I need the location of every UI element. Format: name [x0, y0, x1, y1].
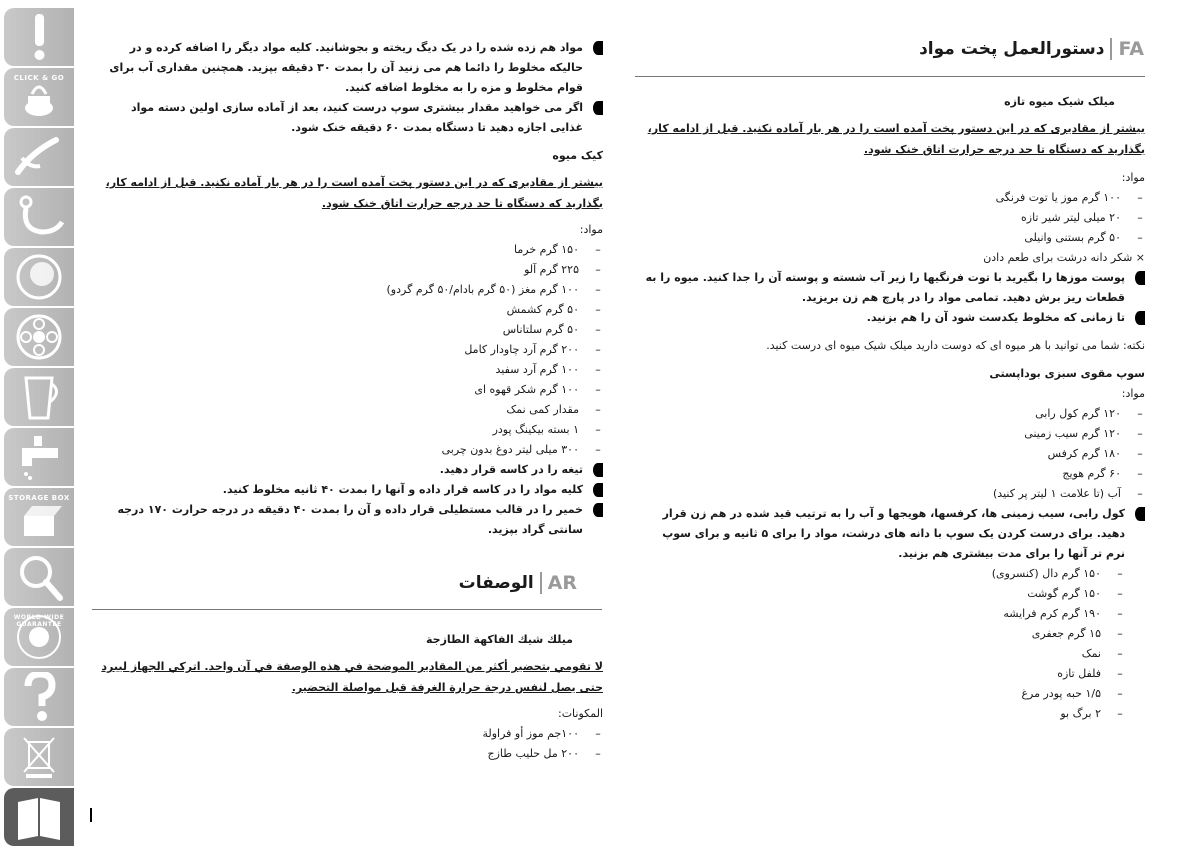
- list-item: – فلفل تازه: [1057, 667, 1123, 680]
- tab-disposal[interactable]: [4, 728, 74, 786]
- bullet-icon: [1135, 271, 1145, 285]
- bullet-icon: [593, 463, 603, 477]
- list-item: – ۱۰۰ گرم شکر قهوه ای: [474, 383, 601, 396]
- list-item: – ۱ بسته بیکینگ پودر: [492, 423, 601, 436]
- tab-cleaning[interactable]: [4, 428, 74, 486]
- faucet-icon: [12, 432, 66, 482]
- fa-tip: نکته: شما می توانید با هر میوه ای که دوست دارید میلک شیک میوه ای درست کنید.: [766, 339, 1145, 352]
- list-item: – ۱۲۰ گرم سیب زمینی: [1024, 427, 1143, 440]
- guarantee-caption: WORLD-WIDE GUARANTEE: [13, 614, 65, 628]
- list-item: – ۲۲۵ گرم آلو: [524, 263, 601, 276]
- cake-warning: بیشتر از مقادیری که در این دستور پخت آمده است را در هر بار آماده نکنید. قبل از ادامه کار، بگذارید که دستگاه تا حد درجه حرارت اتاق خنک شود.: [105, 176, 603, 210]
- knife-blade-icon: [12, 192, 66, 242]
- list-item: – ۲۰ میلی لیتر شیر تازه: [1021, 211, 1143, 224]
- fa-recipes: [640, 92, 1145, 724]
- list-item: – ۱۲۰ گرم کول رابی: [1035, 407, 1143, 420]
- list-item: – ۵۰ گرم کشمش: [506, 303, 601, 316]
- jug-icon: [12, 372, 66, 422]
- bullet-icon: [593, 101, 603, 115]
- list-item: – ۱۰۰ گرم موز یا توت فرنگی: [995, 191, 1143, 204]
- tab-storage-box[interactable]: [4, 488, 74, 546]
- grater-disc-icon: [12, 252, 66, 302]
- list-item: – مقدار کمی نمک: [506, 403, 601, 416]
- whisk-icon: [12, 132, 66, 182]
- list-item: – ۱۵۰ گرم خرما: [514, 243, 601, 256]
- bullet-icon: [1135, 311, 1145, 325]
- tab-help[interactable]: [4, 668, 74, 726]
- bullet-icon: [593, 503, 603, 517]
- disposal-bin-icon: [12, 732, 66, 782]
- fa-language-code: FA: [1118, 38, 1144, 60]
- fa-heading-rule: [635, 76, 1145, 77]
- flower-disc-icon: [12, 312, 66, 362]
- list-item: مواد هم زده شده را در یک دیگ ریخته و بجوشانید. کلیه مواد دیگر را اضافه کرده و در حالیکه مخلوط را دائما هم می زنید آن را بمدت ۳۰ دقیقه بپزید. همچنین مقداری آب برای قوام مخلوط و مزه را به مخلوط اضافه کنید.: [98, 38, 603, 98]
- ar-ingredients-label: المكونات:: [558, 707, 603, 720]
- fa-sugar-note: × شکر دانه درشت برای طعم دادن: [983, 251, 1145, 264]
- fa-ingredients-label: مواد:: [1121, 171, 1145, 184]
- heading-separator: [1110, 38, 1112, 60]
- list-item: – ۲ برگ بو: [1060, 707, 1123, 720]
- list-item: کول رابی، سیب زمینی ها، کرفسها، هویجها و آب را به ترتیب قید شده در هم زن قرار دهید. برای درست کردن یک سوپ با دانه های درشت، مواد را برای ۵ ثانیه و برای سوپ نرم تر آنها را برای مدت بیشتری هم بزنید.: [640, 504, 1145, 564]
- list-item: – نمک: [1081, 647, 1123, 660]
- page-marker: [90, 808, 92, 822]
- list-item: – ۲۰۰ گرم آرد چاودار کامل: [464, 343, 601, 356]
- magnifier-icon: [12, 552, 66, 602]
- list-item: – ۵۰ گرم بستنی وانیلی: [1024, 231, 1143, 244]
- ar-language-code: AR: [547, 572, 577, 594]
- heading-separator: [540, 572, 542, 594]
- cake-title: کیک میوه: [552, 149, 603, 162]
- list-item: – ۱/۵ حبه پودر مرغ: [1021, 687, 1123, 700]
- tab-grater[interactable]: [4, 248, 74, 306]
- list-item: – آب (تا علامت ۱ لیتر پر کنید): [993, 487, 1143, 500]
- list-item: – ۱۰۰ گرم مغز (۵۰ گرم بادام/۵۰ گرم گردو): [386, 283, 601, 296]
- list-item: – ۱۵۰ گرم دال (کنسروی): [991, 567, 1123, 580]
- list-item: – ۱۸۰ گرم کرفس: [1047, 447, 1143, 460]
- ar-title: الوصفات: [458, 573, 534, 593]
- fa-milkshake-warning: بیشتر از مقادیری که در این دستور پخت آمده است را در هر بار آماده نکنید. قبل از ادامه کار، بگذارید که دستگاه تا حد درجه حرارت اتاق خنک شود.: [647, 122, 1145, 156]
- tab-whisk[interactable]: [4, 128, 74, 186]
- list-item: – ۱۵۰ گرم گوشت: [1027, 587, 1123, 600]
- tab-warnings[interactable]: [4, 8, 74, 66]
- fa-milkshake-title: میلک شیک میوه تازه: [1004, 95, 1115, 108]
- tab-recipes[interactable]: [4, 788, 74, 846]
- fa-title: دستورالعمل پخت مواد: [919, 39, 1105, 59]
- sidebar-tabs: [0, 8, 76, 798]
- cake-ingredients-label: مواد:: [579, 223, 603, 236]
- click-and-go-caption: CLICK & GO: [13, 74, 65, 82]
- tab-guarantee[interactable]: [4, 608, 74, 666]
- list-item: تا زمانی که مخلوط یکدست شود آن را هم بزنید.: [640, 308, 1145, 328]
- tab-knife[interactable]: [4, 188, 74, 246]
- storage-box-caption: STORAGE BOX: [8, 494, 70, 502]
- list-item: پوست موزها را بگیرید با توت فرنگیها را زیر آب شسته و پوسته آن را جدا کنید. میوه را به قطعات ریز برش دهید. تمامی مواد را در پارچ هم زن بریزید.: [640, 268, 1145, 308]
- list-item: اگر می خواهید مقدار بیشتری سوپ درست کنید، بعد از آماده سازی اولین دسته مواد غذایی اجازه دهید تا دستگاه بمدت ۶۰ دقیقه خنک شود.: [98, 98, 603, 138]
- list-item: خمیر را در قالب مستطیلی قرار داده و آن را بمدت ۴۰ دقیقه در درجه حرارت ۱۷۰ درجه سانتی گراد بپزید.: [98, 500, 603, 540]
- ar-recipes: [98, 630, 603, 764]
- bullet-icon: [1135, 507, 1145, 521]
- list-item: – ١٠٠جم موز أو فراولة: [482, 727, 601, 740]
- ar-heading: [459, 572, 577, 594]
- list-item: – ۱۰۰ گرم آرد سفید: [495, 363, 601, 376]
- bullet-icon: [593, 483, 603, 497]
- list-item: تیغه را در کاسه قرار دهید.: [98, 460, 603, 480]
- question-icon: [12, 672, 66, 722]
- ar-heading-rule: [92, 609, 602, 610]
- tab-troubleshooting[interactable]: [4, 548, 74, 606]
- exclamation-icon: [12, 12, 66, 62]
- list-item: – ٢٠٠ مل حليب طازج: [487, 747, 601, 760]
- fa-heading: [919, 38, 1144, 60]
- list-item: – ۱۹۰ گرم کرم فرایشه: [1003, 607, 1123, 620]
- tab-jug[interactable]: [4, 368, 74, 426]
- list-item: – ۱۵ گرم جعفری: [1031, 627, 1123, 640]
- ar-milkshake-title: ميلك شيك الفاكهة الطازجة: [425, 633, 573, 646]
- tab-click-and-go[interactable]: [4, 68, 74, 126]
- tab-disc[interactable]: [4, 308, 74, 366]
- ar-milkshake-warning: لا تقومي بتحضير أكثر من المقادير الموضحة في هذه الوصفة في آن واحد. اتركي الجهاز ليبرد حتى يصل لنفس درجة حرارة الغرفة قبل مواصلة التحضير.: [101, 660, 603, 694]
- list-item: – ۶۰ گرم هویج: [1062, 467, 1143, 480]
- fa-continued-recipes: [98, 38, 603, 540]
- list-item: کلیه مواد را در کاسه قرار داده و آنها را بمدت ۴۰ ثانیه مخلوط کنید.: [98, 480, 603, 500]
- recipe-book-icon: [12, 792, 66, 842]
- list-item: – ۵۰ گرم سلتاناس: [502, 323, 601, 336]
- fa-soup-ingredients-label: مواد:: [1121, 387, 1145, 400]
- bullet-icon: [593, 41, 603, 55]
- list-item: – ۳۰۰ میلی لیتر دوغ بدون چربی: [441, 443, 601, 456]
- fa-soup-title: سوپ مقوی سبزی بوداپستی: [989, 367, 1145, 380]
